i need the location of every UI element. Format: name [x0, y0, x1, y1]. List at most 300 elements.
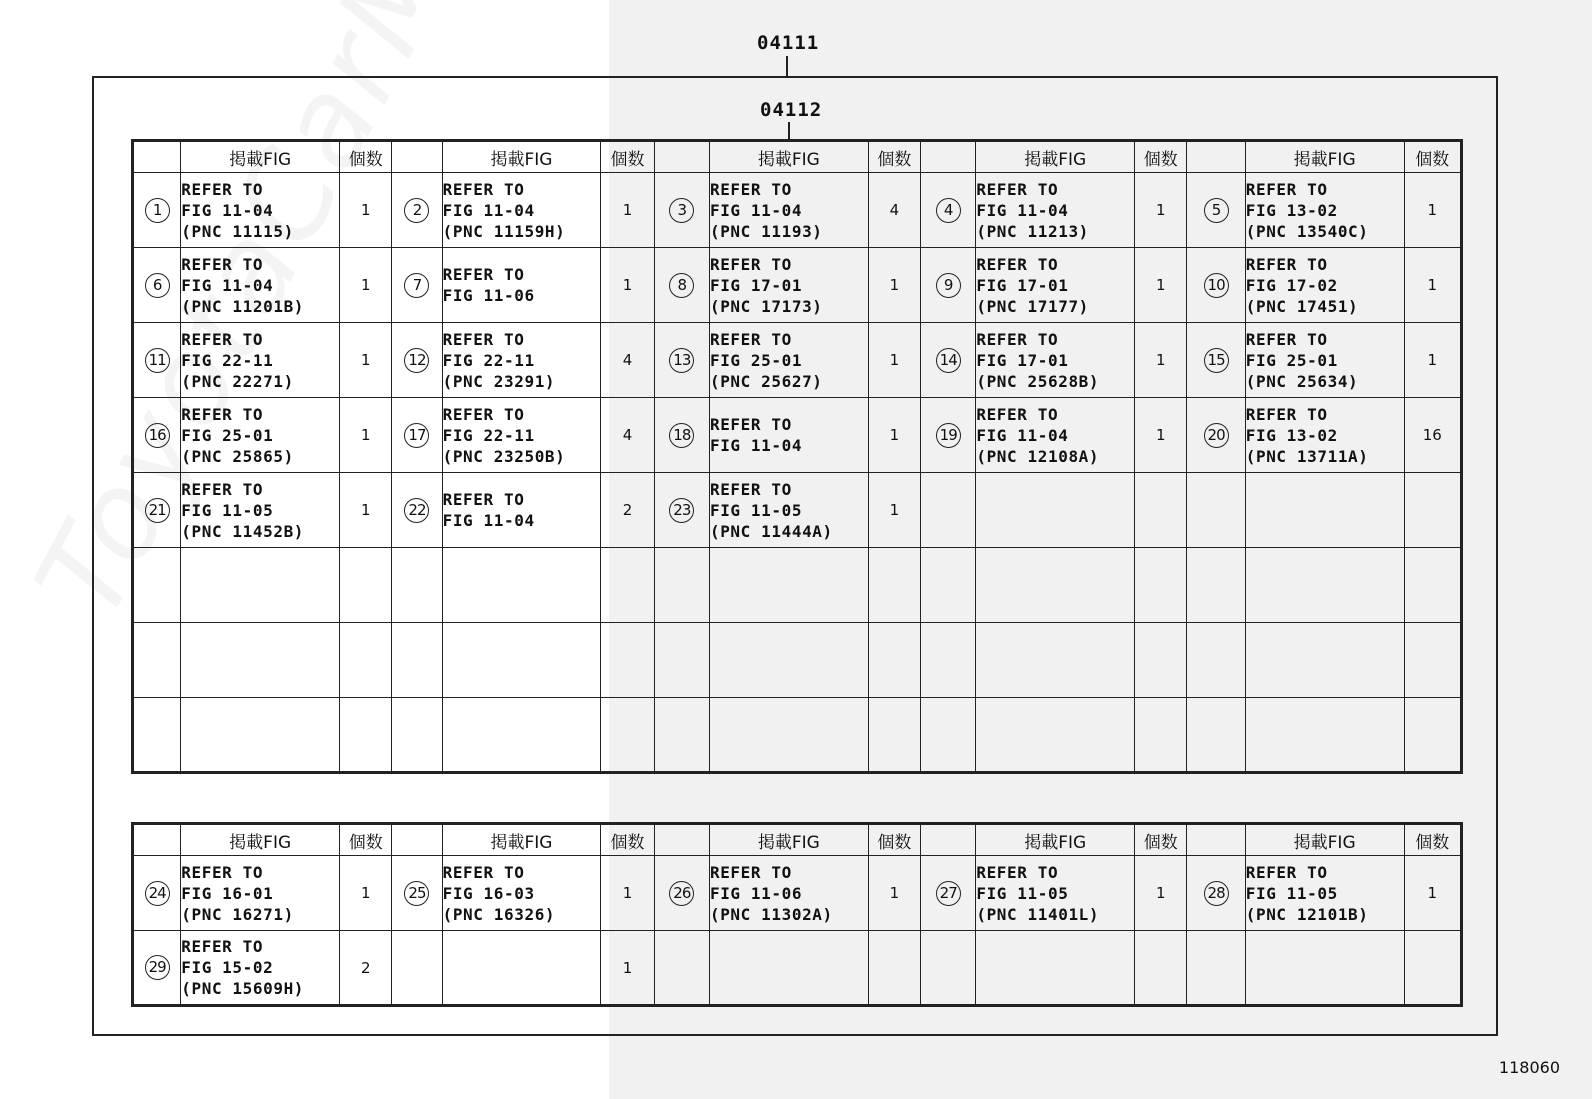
fig-line: FIG 11-04	[442, 200, 535, 220]
pnc-line: (PNC 11213)	[976, 221, 1089, 241]
fig-reference-cell	[709, 248, 868, 323]
fig-reference-cell	[976, 398, 1135, 473]
pnc-line: (PNC 11401L)	[976, 904, 1100, 924]
empty-cell	[1135, 623, 1187, 698]
item-number-circle: 22	[404, 498, 429, 523]
header-num-cell	[1187, 141, 1245, 173]
header-qty-cell: 個数	[868, 141, 920, 173]
header-fig-cell: 掲載FIG	[1245, 141, 1404, 173]
pnc-line: (PNC 17173)	[709, 296, 823, 316]
refer-to-line: REFER TO	[442, 862, 525, 882]
fig-line: FIG 11-04	[181, 200, 274, 220]
quantity-cell: 1	[601, 248, 654, 323]
fig-line: FIG 11-04	[709, 200, 803, 220]
fig-line: FIG 22-11	[442, 350, 535, 370]
refer-to-line: REFER TO	[976, 329, 1059, 349]
item-number-circle: 17	[404, 423, 429, 448]
item-number-cell	[133, 323, 181, 398]
item-number-circle: 21	[145, 498, 170, 523]
table-row	[133, 623, 1462, 698]
refer-to-line: REFER TO	[442, 265, 525, 284]
item-number-circle: 27	[936, 881, 961, 906]
fig-line: FIG 11-04	[181, 275, 274, 295]
quantity-cell: 1	[340, 398, 392, 473]
fig-reference-cell	[442, 473, 601, 548]
quantity-cell: 4	[868, 173, 920, 248]
header-num-cell	[392, 141, 442, 173]
refer-to-line: REFER TO	[181, 937, 264, 956]
fig-reference-cell	[181, 323, 340, 398]
header-num-cell	[1187, 824, 1245, 856]
fig-line: FIG 17-01	[976, 275, 1069, 295]
item-number-cell	[654, 856, 709, 931]
reference-table-secondary	[131, 822, 1463, 1007]
pnc-line: (PNC 22271)	[181, 371, 294, 391]
refer-to-line: REFER TO	[442, 404, 525, 424]
empty-cell	[1404, 548, 1461, 623]
header-num-cell	[133, 824, 181, 856]
fig-line: FIG 11-04	[709, 436, 803, 455]
item-number-cell	[392, 473, 442, 548]
empty-cell	[976, 548, 1135, 623]
item-number-cell	[133, 398, 181, 473]
empty-cell	[392, 548, 442, 623]
empty-cell	[1187, 698, 1245, 773]
empty-cell	[392, 698, 442, 773]
refer-to-line: REFER TO	[442, 329, 525, 349]
header-qty-cell: 個数	[1135, 824, 1187, 856]
empty-cell	[1135, 931, 1187, 1006]
empty-cell	[921, 623, 976, 698]
empty-cell	[1187, 473, 1245, 548]
header-num-cell	[921, 824, 976, 856]
fig-reference-cell	[442, 856, 601, 931]
item-number-cell	[392, 173, 442, 248]
header-qty-cell: 個数	[1404, 141, 1461, 173]
item-number-cell	[1187, 856, 1245, 931]
quantity-cell: 1	[868, 398, 920, 473]
refer-to-line: REFER TO	[1245, 329, 1328, 349]
header-qty-cell: 個数	[1404, 824, 1461, 856]
refer-to-line: REFER TO	[976, 862, 1059, 882]
empty-cell	[442, 548, 601, 623]
empty-cell	[868, 548, 920, 623]
fig-reference-cell	[1245, 173, 1404, 248]
item-number-circle: 29	[145, 955, 170, 980]
table-row	[133, 323, 1462, 398]
header-qty-cell: 個数	[340, 141, 392, 173]
empty-cell	[654, 623, 709, 698]
item-number-cell	[654, 173, 709, 248]
fig-line: FIG 11-05	[709, 500, 803, 520]
quantity-cell: 1	[868, 856, 920, 931]
fig-reference-cell	[709, 856, 868, 931]
empty-cell	[181, 698, 340, 773]
table-row	[133, 248, 1462, 323]
refer-to-line: REFER TO	[976, 254, 1059, 274]
fig-reference-cell	[181, 248, 340, 323]
item-number-cell	[1187, 398, 1245, 473]
fig-line: FIG 13-02	[1245, 425, 1338, 445]
refer-to-line: REFER TO	[976, 404, 1059, 424]
item-number-cell	[133, 248, 181, 323]
fig-line: FIG 25-01	[709, 350, 803, 370]
item-number-cell	[133, 473, 181, 548]
empty-cell	[654, 698, 709, 773]
fig-reference-cell	[1245, 856, 1404, 931]
pnc-line: (PNC 25634)	[1245, 371, 1359, 391]
quantity-cell: 1	[1404, 173, 1461, 248]
item-number-circle: 4	[936, 198, 961, 223]
item-number-circle: 23	[669, 498, 694, 523]
empty-cell	[1135, 698, 1187, 773]
refer-to-line: REFER TO	[709, 479, 792, 499]
empty-cell	[709, 931, 868, 1006]
refer-to-line: REFER TO	[709, 179, 792, 199]
empty-cell	[654, 931, 709, 1006]
fig-reference-cell	[181, 856, 340, 931]
item-number-cell	[921, 248, 976, 323]
empty-cell	[1135, 473, 1187, 548]
item-number-circle: 19	[936, 423, 961, 448]
header-fig-cell: 掲載FIG	[181, 141, 340, 173]
fig-reference-cell	[181, 398, 340, 473]
header-qty-cell: 個数	[340, 824, 392, 856]
empty-cell	[340, 548, 392, 623]
header-qty-cell: 個数	[601, 824, 654, 856]
item-number-cell	[392, 931, 442, 1006]
fig-line: FIG 11-06	[442, 286, 535, 305]
empty-cell	[976, 931, 1135, 1006]
item-number-cell	[392, 398, 442, 473]
header-fig-cell: 掲載FIG	[976, 141, 1135, 173]
refer-to-line: REFER TO	[709, 254, 792, 274]
item-number-cell	[921, 398, 976, 473]
quantity-cell: 1	[1135, 323, 1187, 398]
fig-reference-cell	[181, 473, 340, 548]
refer-to-line: REFER TO	[181, 179, 264, 199]
empty-cell	[133, 698, 181, 773]
fig-reference-cell	[442, 398, 601, 473]
reference-table-main	[131, 139, 1463, 774]
item-number-cell	[654, 323, 709, 398]
item-number-cell	[133, 173, 181, 248]
fig-reference-cell	[709, 473, 868, 548]
fig-reference-cell	[442, 248, 601, 323]
quantity-cell: 1	[1135, 248, 1187, 323]
refer-to-line: REFER TO	[709, 329, 792, 349]
fig-reference-cell	[1245, 248, 1404, 323]
header-num-cell	[392, 824, 442, 856]
fig-reference-cell	[181, 931, 340, 1006]
empty-cell	[921, 698, 976, 773]
item-number-cell	[1187, 173, 1245, 248]
refer-to-line: REFER TO	[709, 415, 792, 434]
refer-to-line: REFER TO	[181, 862, 264, 882]
fig-line: FIG 17-01	[709, 275, 803, 295]
empty-cell	[1245, 623, 1404, 698]
item-number-circle: 13	[669, 348, 694, 373]
quantity-cell: 1	[868, 473, 920, 548]
fig-line: FIG 17-01	[976, 350, 1069, 370]
quantity-cell: 1	[1404, 323, 1461, 398]
pnc-line: (PNC 25627)	[709, 371, 823, 391]
fig-line: FIG 11-05	[976, 883, 1069, 903]
outer-group-label: 04111	[757, 32, 820, 54]
empty-cell	[340, 698, 392, 773]
outer-leader-line	[786, 56, 788, 76]
empty-cell	[1245, 473, 1404, 548]
empty-cell	[1187, 931, 1245, 1006]
header-fig-cell: 掲載FIG	[181, 824, 340, 856]
header-num-cell	[133, 141, 181, 173]
empty-cell	[1245, 548, 1404, 623]
item-number-circle: 7	[404, 273, 429, 298]
fig-line: FIG 25-01	[181, 425, 274, 445]
fig-reference-cell	[976, 173, 1135, 248]
empty-cell	[181, 623, 340, 698]
quantity-cell: 2	[340, 931, 392, 1006]
quantity-cell: 1	[1135, 398, 1187, 473]
item-number-cell	[392, 323, 442, 398]
pnc-line: (PNC 25628B)	[976, 371, 1100, 391]
refer-to-line: REFER TO	[181, 329, 264, 349]
item-number-cell	[133, 856, 181, 931]
item-number-circle: 1	[145, 198, 170, 223]
empty-cell	[868, 931, 920, 1006]
table-row	[133, 931, 1462, 1006]
table-row	[133, 548, 1462, 623]
fig-reference-cell	[976, 248, 1135, 323]
empty-cell	[976, 473, 1135, 548]
item-number-circle: 20	[1204, 423, 1229, 448]
fig-reference-cell	[442, 173, 601, 248]
fig-line: FIG 25-01	[1245, 350, 1338, 370]
empty-cell	[1404, 698, 1461, 773]
empty-cell	[1404, 623, 1461, 698]
refer-to-line: REFER TO	[976, 179, 1059, 199]
item-number-circle: 14	[936, 348, 961, 373]
empty-cell	[1404, 931, 1461, 1006]
header-row	[133, 141, 1462, 173]
refer-to-line: REFER TO	[181, 404, 264, 424]
empty-cell	[709, 623, 868, 698]
empty-cell	[133, 623, 181, 698]
item-number-circle: 16	[145, 423, 170, 448]
item-number-circle: 26	[669, 881, 694, 906]
pnc-line: (PNC 13711A)	[1245, 446, 1369, 466]
empty-cell	[442, 623, 601, 698]
pnc-line: (PNC 11452B)	[181, 521, 305, 541]
quantity-cell: 1	[601, 931, 654, 1006]
pnc-line: (PNC 17451)	[1245, 296, 1359, 316]
header-fig-cell: 掲載FIG	[1245, 824, 1404, 856]
fig-reference-cell	[442, 931, 601, 1006]
empty-cell	[1404, 473, 1461, 548]
quantity-cell: 1	[868, 248, 920, 323]
item-number-cell	[392, 856, 442, 931]
quantity-cell: 16	[1404, 398, 1461, 473]
table-row	[133, 473, 1462, 548]
fig-line: FIG 22-11	[181, 350, 274, 370]
header-qty-cell: 個数	[601, 141, 654, 173]
table-row	[133, 173, 1462, 248]
pnc-line: (PNC 16326)	[442, 904, 556, 924]
header-fig-cell: 掲載FIG	[442, 824, 601, 856]
item-number-cell	[392, 248, 442, 323]
quantity-cell: 1	[1135, 856, 1187, 931]
empty-cell	[392, 623, 442, 698]
empty-cell	[1187, 623, 1245, 698]
header-num-cell	[921, 141, 976, 173]
item-number-circle: 24	[145, 881, 170, 906]
pnc-line: (PNC 11115)	[181, 221, 294, 241]
pnc-line: (PNC 11159H)	[442, 221, 566, 241]
empty-cell	[1187, 548, 1245, 623]
figure-number: 118060	[1498, 1058, 1560, 1077]
pnc-line: (PNC 16271)	[181, 904, 294, 924]
table-row	[133, 398, 1462, 473]
quantity-cell: 1	[340, 323, 392, 398]
item-number-cell	[921, 173, 976, 248]
empty-cell	[709, 548, 868, 623]
fig-reference-cell	[976, 323, 1135, 398]
pnc-line: (PNC 12101B)	[1245, 904, 1369, 924]
item-number-circle: 3	[669, 198, 694, 223]
refer-to-line: REFER TO	[442, 490, 525, 509]
refer-to-line: REFER TO	[709, 862, 792, 882]
empty-cell	[601, 623, 654, 698]
table-row	[133, 698, 1462, 773]
fig-reference-cell	[709, 398, 868, 473]
quantity-cell: 1	[1404, 856, 1461, 931]
empty-cell	[921, 548, 976, 623]
quantity-cell: 1	[340, 173, 392, 248]
refer-to-line: REFER TO	[1245, 179, 1328, 199]
empty-cell	[976, 698, 1135, 773]
pnc-line: (PNC 12108A)	[976, 446, 1100, 466]
refer-to-line: REFER TO	[442, 179, 525, 199]
header-row	[133, 824, 1462, 856]
fig-reference-cell	[1245, 323, 1404, 398]
item-number-circle: 9	[936, 273, 961, 298]
refer-to-line: REFER TO	[1245, 862, 1328, 882]
header-qty-cell: 個数	[868, 824, 920, 856]
quantity-cell: 1	[868, 323, 920, 398]
fig-reference-cell	[976, 856, 1135, 931]
fig-line: FIG 16-01	[181, 883, 274, 903]
empty-cell	[181, 548, 340, 623]
item-number-circle: 25	[404, 881, 429, 906]
refer-to-line: REFER TO	[181, 254, 264, 274]
fig-reference-cell	[1245, 398, 1404, 473]
pnc-line: (PNC 11302A)	[709, 904, 833, 924]
item-number-cell	[921, 323, 976, 398]
item-number-cell	[654, 398, 709, 473]
item-number-circle: 2	[404, 198, 429, 223]
item-number-circle: 12	[404, 348, 429, 373]
quantity-cell: 1	[340, 856, 392, 931]
empty-cell	[654, 548, 709, 623]
refer-to-line: REFER TO	[1245, 254, 1328, 274]
item-number-circle: 18	[669, 423, 694, 448]
pnc-line: (PNC 25865)	[181, 446, 294, 466]
empty-cell	[1135, 548, 1187, 623]
pnc-line: (PNC 17177)	[976, 296, 1089, 316]
empty-cell	[976, 623, 1135, 698]
quantity-cell: 2	[601, 473, 654, 548]
quantity-cell: 4	[601, 323, 654, 398]
item-number-cell	[1187, 248, 1245, 323]
fig-line: FIG 11-05	[181, 500, 274, 520]
item-number-circle: 5	[1204, 198, 1229, 223]
empty-cell	[601, 698, 654, 773]
empty-cell	[1245, 931, 1404, 1006]
empty-cell	[1245, 698, 1404, 773]
fig-line: FIG 17-02	[1245, 275, 1338, 295]
quantity-cell: 4	[601, 398, 654, 473]
header-qty-cell: 個数	[1135, 141, 1187, 173]
fig-line: FIG 16-03	[442, 883, 535, 903]
item-number-cell	[921, 856, 976, 931]
fig-line: FIG 22-11	[442, 425, 535, 445]
fig-line: FIG 11-04	[442, 511, 535, 530]
item-number-circle: 6	[145, 273, 170, 298]
pnc-line: (PNC 11201B)	[181, 296, 305, 316]
item-number-circle: 28	[1204, 881, 1229, 906]
item-number-circle: 8	[669, 273, 694, 298]
fig-reference-cell	[709, 323, 868, 398]
quantity-cell: 1	[340, 248, 392, 323]
header-fig-cell: 掲載FIG	[709, 141, 868, 173]
quantity-cell: 1	[1404, 248, 1461, 323]
empty-cell	[442, 698, 601, 773]
header-num-cell	[654, 141, 709, 173]
item-number-cell	[1187, 323, 1245, 398]
empty-cell	[601, 548, 654, 623]
item-number-circle: 10	[1204, 273, 1229, 298]
empty-cell	[868, 698, 920, 773]
pnc-line: (PNC 13540C)	[1245, 221, 1369, 241]
empty-cell	[340, 623, 392, 698]
item-number-circle: 15	[1204, 348, 1229, 373]
table-row	[133, 856, 1462, 931]
fig-line: FIG 13-02	[1245, 200, 1338, 220]
fig-line: FIG 15-02	[181, 958, 274, 977]
inner-group-label: 04112	[760, 99, 823, 121]
pnc-line: (PNC 11193)	[709, 221, 823, 241]
fig-reference-cell	[442, 323, 601, 398]
item-number-cell	[654, 473, 709, 548]
fig-line: FIG 11-05	[1245, 883, 1338, 903]
fig-line: FIG 11-04	[976, 200, 1069, 220]
empty-cell	[921, 931, 976, 1006]
fig-reference-cell	[709, 173, 868, 248]
fig-reference-cell	[181, 173, 340, 248]
empty-cell	[133, 548, 181, 623]
refer-to-line: REFER TO	[1245, 404, 1328, 424]
empty-cell	[921, 473, 976, 548]
pnc-line: (PNC 15609H)	[181, 979, 305, 998]
empty-cell	[709, 698, 868, 773]
quantity-cell: 1	[340, 473, 392, 548]
refer-to-line: REFER TO	[181, 479, 264, 499]
pnc-line: (PNC 11444A)	[709, 521, 833, 541]
pnc-line: (PNC 23291)	[442, 371, 556, 391]
quantity-cell: 1	[601, 856, 654, 931]
pnc-line: (PNC 23250B)	[442, 446, 566, 466]
fig-line: FIG 11-06	[709, 883, 803, 903]
